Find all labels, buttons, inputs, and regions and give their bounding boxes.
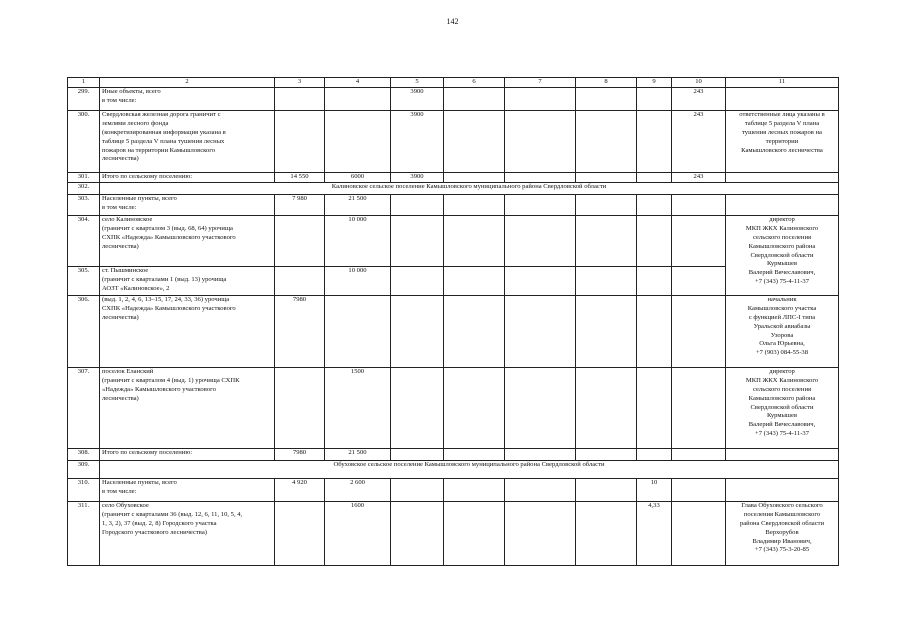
cell-col7 (505, 501, 576, 565)
cell-col4: 21 500 (325, 194, 391, 215)
responsible-contact (726, 87, 839, 110)
cell-col5 (391, 501, 444, 565)
cell-col5 (391, 266, 444, 295)
contact-line: Владимир Иванович, (752, 537, 812, 545)
cell-col3 (275, 87, 325, 110)
name-line: Иные объекты, всего (102, 87, 161, 95)
cell-col5 (391, 448, 444, 460)
table-row (68, 295, 839, 367)
cell-col5 (391, 215, 444, 266)
header-cell: 2 (100, 78, 275, 88)
table-row (68, 478, 839, 501)
contact-line: района Свердловской области (739, 519, 825, 527)
cell-col5 (391, 295, 444, 367)
contact-line: начальник (767, 295, 797, 303)
object-name (100, 478, 275, 501)
table-row (68, 215, 839, 266)
cell-col4 (325, 87, 391, 110)
cell-col8 (576, 110, 637, 172)
name-line: 1, 3, 2), 37 (выд. 2, 8) Городского участка (102, 519, 217, 527)
cell-col10 (672, 448, 726, 460)
contact-line: +7 (343) 75-3-20-85 (754, 546, 810, 554)
header-cell: 3 (275, 78, 325, 88)
cell-col8 (576, 87, 637, 110)
contact-line: Валерий Вячеславович, (748, 269, 816, 277)
cell-col10 (672, 367, 726, 448)
header-cell: 9 (637, 78, 672, 88)
cell-col10: 243 (672, 87, 726, 110)
cell-col4: 1600 (325, 501, 391, 565)
table-header-row (68, 78, 839, 88)
cell-col9 (637, 295, 672, 367)
section-row (68, 460, 839, 478)
cell-col8 (576, 478, 637, 501)
header-cell: 6 (444, 78, 505, 88)
cell-col7 (505, 194, 576, 215)
name-line: Населенные пункты, всего (102, 478, 177, 486)
cell-col10 (672, 266, 726, 295)
cell-col6 (444, 448, 505, 460)
name-line: (граничит с кварталами 1 (выд. 13) урочища (102, 275, 227, 283)
responsible-contact (726, 215, 839, 295)
row-number: 309. (68, 460, 100, 478)
name-line: село Обуховское (102, 501, 149, 509)
cell-col6 (444, 194, 505, 215)
row-number: 300. (68, 110, 100, 172)
header-cell: 5 (391, 78, 444, 88)
cell-col6 (444, 295, 505, 367)
page-number: 142 (446, 17, 459, 26)
cell-col4: 1500 (325, 367, 391, 448)
table-row (68, 501, 839, 565)
header-cell: 4 (325, 78, 391, 88)
cell-col3: 7 980 (275, 194, 325, 215)
cell-col5: 3900 (391, 110, 444, 172)
cell-col9 (637, 194, 672, 215)
contact-line: директор (769, 367, 795, 375)
cell-col4: 6000 (325, 172, 391, 182)
contact-line: сельского поселения (752, 233, 812, 241)
row-number: 306. (68, 295, 100, 367)
name-line: таблице 5 раздела V плана тушения лесных (102, 137, 225, 145)
name-line: (граничит с кварталами 36 (выд. 12, 6, 11, 10, 5, 4, (102, 510, 243, 518)
cell-col9 (637, 448, 672, 460)
row-number: 305. (68, 266, 100, 295)
name-line: Населенные пункты, всего (102, 194, 177, 202)
cell-col3: 7980 (275, 295, 325, 367)
responsible-contact (726, 367, 839, 448)
contact-line: МКП ЖКХ Калиновского (745, 224, 819, 232)
cell-col4 (325, 295, 391, 367)
table-row (68, 87, 839, 110)
cell-col10 (672, 295, 726, 367)
row-number: 307. (68, 367, 100, 448)
row-number: 301. (68, 172, 100, 182)
cell-col6 (444, 501, 505, 565)
name-line: в том числе: (102, 203, 137, 211)
contact-line: Валерий Вячеславович, (748, 421, 816, 429)
section-title: Обуховское сельское поселение Камышловского муниципального района Свердловской области (100, 460, 839, 478)
contact-line: поселения Камышловского (743, 510, 821, 518)
cell-col8 (576, 295, 637, 367)
cell-col3 (275, 110, 325, 172)
contact-line: Камышловского района (748, 394, 816, 402)
cell-col7 (505, 478, 576, 501)
object-name (100, 194, 275, 215)
contact-line: таблице 5 раздела V плана (744, 119, 820, 127)
cell-col9: 10 (637, 478, 672, 501)
cell-col7 (505, 295, 576, 367)
name-line: АОЗТ «Калиновское», 2 (102, 284, 170, 292)
object-name (100, 266, 275, 295)
cell-col9 (637, 87, 672, 110)
cell-col3: 4 920 (275, 478, 325, 501)
cell-col8 (576, 215, 637, 266)
contact-line: Узорова (770, 331, 794, 339)
object-name (100, 87, 275, 110)
contact-line: +7 (343) 75-4-11-37 (754, 278, 809, 286)
cell-col3: 14 550 (275, 172, 325, 182)
responsible-contact (726, 448, 839, 460)
name-line: Городского участкового лесничества) (102, 528, 207, 536)
contact-line: Глава Обуховского сельского (741, 501, 823, 509)
cell-col6 (444, 87, 505, 110)
name-line: (граничит с кварталом 4 (выд. 1) урочища СХПК (102, 376, 240, 384)
cell-col6 (444, 478, 505, 501)
cell-col5: 3900 (391, 87, 444, 110)
contact-line: с функцией ЛПС-I типа (748, 313, 816, 321)
header-cell: 10 (672, 78, 726, 88)
header-cell: 8 (576, 78, 637, 88)
header-cell: 1 (68, 78, 100, 88)
cell-col9 (637, 367, 672, 448)
contact-line: ответственные лица указаны в (739, 110, 825, 118)
responsible-contact (726, 295, 839, 367)
responsible-contact (726, 172, 839, 182)
cell-col9: 4,33 (637, 501, 672, 565)
contact-line: Верхорубов (765, 528, 799, 536)
contact-line: Свердловской области (750, 403, 814, 411)
cell-col8 (576, 367, 637, 448)
contact-line: Курмышев (766, 260, 798, 268)
name-line: (выд. 1, 2, 4, 6, 13–15, 17, 24, 33, 36) урочища (102, 295, 230, 303)
cell-col9 (637, 172, 672, 182)
cell-col5 (391, 478, 444, 501)
cell-col8 (576, 194, 637, 215)
name-line: село Калиновское (102, 215, 153, 223)
cell-col6 (444, 266, 505, 295)
cell-col4: 10 000 (325, 266, 391, 295)
cell-col3 (275, 367, 325, 448)
name-line: лесничества) (102, 394, 139, 402)
contact-line: директор (769, 215, 795, 223)
cell-col8 (576, 266, 637, 295)
cell-col6 (444, 110, 505, 172)
name-line: «Надежда» Камышловского участкового (102, 385, 216, 393)
cell-col5 (391, 367, 444, 448)
object-name: Итого по сельскому поселению: (100, 172, 275, 182)
cell-col10 (672, 215, 726, 266)
contact-line: Ольга Юрьевна, (759, 340, 805, 348)
object-name (100, 110, 275, 172)
cell-col5 (391, 194, 444, 215)
name-line: в том числе: (102, 96, 137, 104)
cell-col5: 3900 (391, 172, 444, 182)
cell-col8 (576, 172, 637, 182)
contact-line: тушения лесных пожаров на (741, 128, 822, 136)
cell-col7 (505, 172, 576, 182)
cell-col6 (444, 367, 505, 448)
row-number: 310. (68, 478, 100, 501)
contact-line: Свердловской области (750, 251, 814, 259)
cell-col3: 7980 (275, 448, 325, 460)
contact-line: Курмышев (766, 412, 798, 420)
name-line: (конкретизированная информация указана в (102, 128, 226, 136)
responsible-contact (726, 478, 839, 501)
object-name (100, 367, 275, 448)
table-row (68, 194, 839, 215)
cell-col9 (637, 110, 672, 172)
fire-plan-table (67, 77, 839, 566)
cell-col9 (637, 266, 672, 295)
cell-col10: 243 (672, 172, 726, 182)
name-line: СХПК «Надежда» Камышловского участкового (102, 304, 236, 312)
cell-col7 (505, 266, 576, 295)
name-line: лесничества) (102, 242, 139, 250)
row-number: 311. (68, 501, 100, 565)
cell-col7 (505, 87, 576, 110)
cell-col7 (505, 215, 576, 266)
header-cell: 7 (505, 78, 576, 88)
cell-col7 (505, 367, 576, 448)
row-number: 308. (68, 448, 100, 460)
header-cell: 11 (726, 78, 839, 88)
row-number: 299. (68, 87, 100, 110)
contact-line: Уральской авиабазы (753, 322, 811, 330)
contact-line: Камышловского участка (747, 304, 817, 312)
object-name (100, 501, 275, 565)
name-line: в том числе: (102, 487, 137, 495)
contact-line: Камышловского района (748, 242, 816, 250)
object-name (100, 215, 275, 266)
contact-line: +7 (903) 084-55-38 (755, 349, 809, 357)
name-line: (граничит с кварталом 3 (выд. 68, 64) урочища (102, 224, 233, 232)
cell-col10: 243 (672, 110, 726, 172)
contact-line: МКП ЖКХ Калиновского (745, 376, 819, 384)
contact-line: территории (765, 137, 799, 145)
object-name: Итого по сельскому поселению: (100, 448, 275, 460)
cell-col3 (275, 266, 325, 295)
section-row (68, 182, 839, 194)
cell-col7 (505, 110, 576, 172)
table-row (68, 266, 839, 295)
cell-col6 (444, 172, 505, 182)
cell-col4: 21 500 (325, 448, 391, 460)
name-line: землями лесного фонда (102, 119, 169, 127)
table-row (68, 448, 839, 460)
cell-col9 (637, 215, 672, 266)
responsible-contact (726, 110, 839, 172)
name-line: лесничества) (102, 155, 139, 163)
row-number: 304. (68, 215, 100, 266)
table-row (68, 172, 839, 182)
contact-line: +7 (343) 75-4-11-37 (754, 430, 809, 438)
cell-col10 (672, 194, 726, 215)
cell-col8 (576, 448, 637, 460)
section-title: Калиновское сельское поселение Камышловского муниципального района Свердловской области (100, 182, 839, 194)
table-row (68, 110, 839, 172)
cell-col3 (275, 215, 325, 266)
cell-col4: 2 600 (325, 478, 391, 501)
cell-col4: 10 000 (325, 215, 391, 266)
cell-col3 (275, 501, 325, 565)
cell-col7 (505, 448, 576, 460)
name-line: СХПК «Надежда» Камышловского участкового (102, 233, 236, 241)
table-row (68, 367, 839, 448)
contact-line: Камышловского лесничества (741, 146, 823, 154)
name-line: пожаров на территории Камышловского (102, 146, 216, 154)
responsible-contact (726, 194, 839, 215)
name-line: ст. Пышминское (102, 266, 149, 274)
name-line: лесничества) (102, 313, 139, 321)
name-line: поселок Еланский (102, 367, 154, 375)
contact-line: сельского поселения (752, 385, 812, 393)
cell-col10 (672, 501, 726, 565)
responsible-contact (726, 501, 839, 565)
cell-col10 (672, 478, 726, 501)
cell-col4 (325, 110, 391, 172)
row-number: 302. (68, 182, 100, 194)
cell-col8 (576, 501, 637, 565)
cell-col6 (444, 215, 505, 266)
name-line: Свердловская железная дорога граничит с (102, 110, 221, 118)
object-name (100, 295, 275, 367)
row-number: 303. (68, 194, 100, 215)
